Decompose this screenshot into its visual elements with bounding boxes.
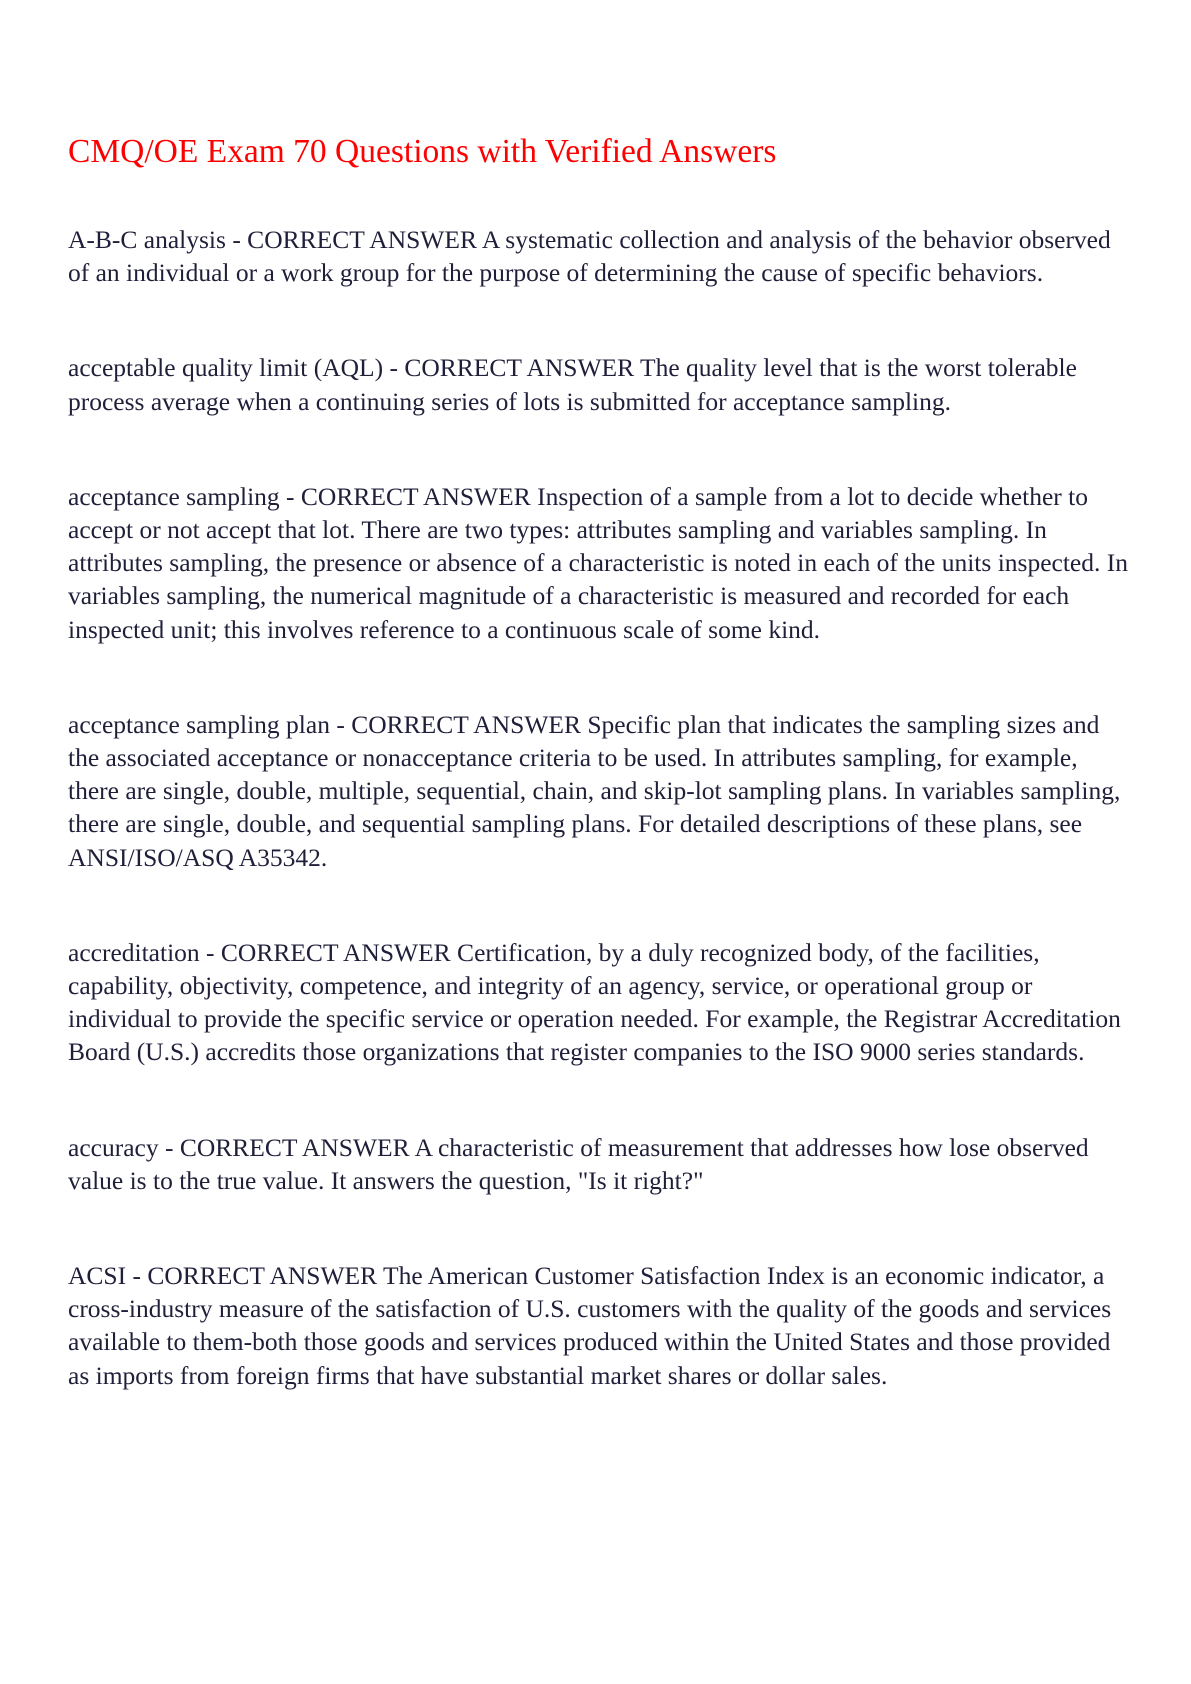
entry-acsi: ACSI - CORRECT ANSWER The American Customer Satisfaction Index is an economic indicator, a cross-industry measure of the satisfaction of U.S. customers with the quality of the goods and services available to them-both those goods and services produced within the United States and those provided as imports from foreign firms that have substantial market shares or dollar sales. <box>68 1261 1112 1390</box>
entry-abc-analysis: A-B-C analysis - CORRECT ANSWER A systematic collection and analysis of the behavior observed of an individual or a work group for the purpose of determining the cause of specific behaviors. <box>68 225 1111 288</box>
entry-acceptable-quality-limit: acceptable quality limit (AQL) - CORRECT ANSWER The quality level that is the worst tolerable process average when a continuing series of lots is submitted for acceptance sampling. <box>68 353 1077 416</box>
entry-list <box>68 223 1131 1392</box>
entry-accuracy: accuracy - CORRECT ANSWER A characteristic of measurement that addresses how lose observed value is to the true value. It answers the question, "Is it right?" <box>68 1132 1089 1195</box>
entry-acceptance-sampling: acceptance sampling - CORRECT ANSWER Inspection of a sample from a lot to decide whether to accept or not accept that lot. There are two types: attributes sampling and variables sampling. In attributes sampling, the presence or absence of a characteristic is noted in each of the units inspected. In variables sampling, the numerical magnitude of a characteristic is measured and recorded for each inspected unit; this involves reference to a continuous scale of some kind. <box>68 481 1128 644</box>
document-title: CMQ/OE Exam 70 Questions with Verified Answers <box>68 133 777 170</box>
entry-acceptance-sampling-plan: acceptance sampling plan - CORRECT ANSWER Specific plan that indicates the sampling sizes and the associated acceptance or nonacceptance criteria to be used. In attributes sampling, for example, there are single, double, multiple, sequential, chain, and skip-lot sampling plans. In variables sampling, there are single, double, and sequential sampling plans. For detailed descriptions of these plans, see ANSI/ISO/ASQ A35342. <box>68 709 1121 872</box>
entry-accreditation: accreditation - CORRECT ANSWER Certification, by a duly recognized body, of the facilities, capability, objectivity, competence, and integrity of an agency, service, or operational group or individual to provide the specific service or operation needed. For example, the Registrar Accreditation Board (U.S.) accredits those organizations that register companies to the ISO 9000 series standards. <box>68 937 1121 1067</box>
